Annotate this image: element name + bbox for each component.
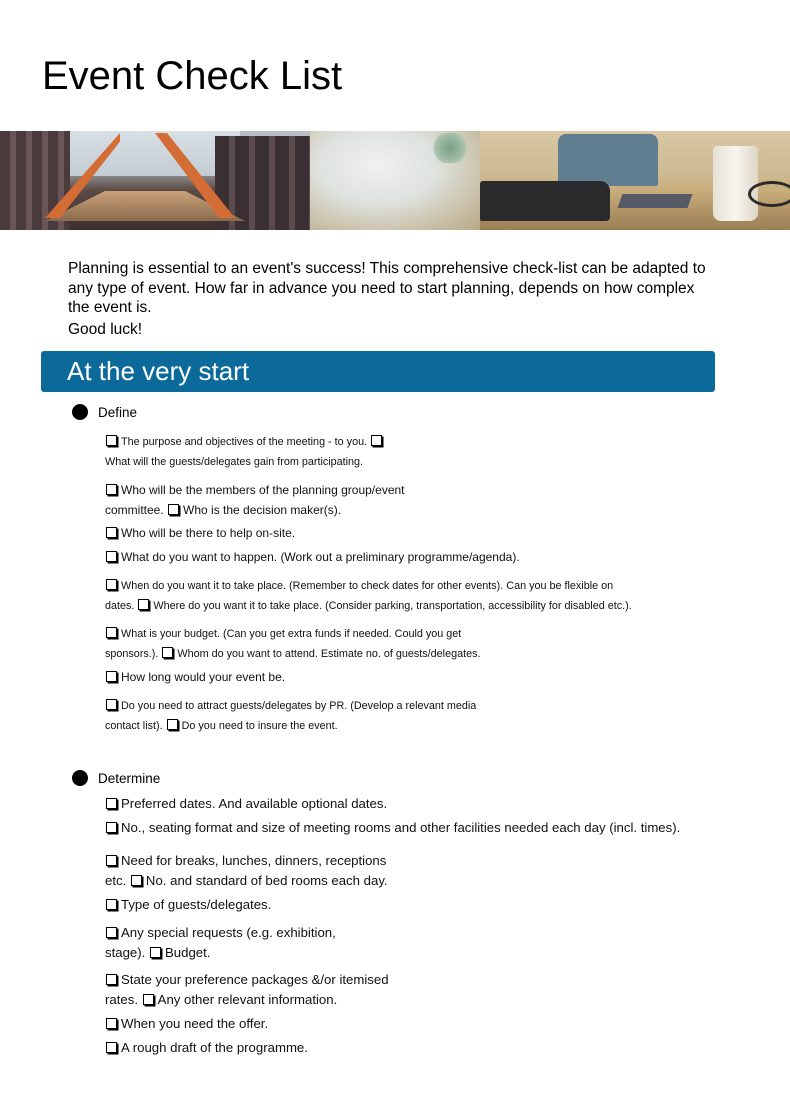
checklist-line [105,716,476,736]
checklist-item [105,1038,308,1058]
checklist-text: Do you need to insure the event. [181,720,338,732]
checklist-line [105,895,271,915]
checklist-item [105,523,295,543]
checklist-line [105,547,520,567]
checklist-text: When you need the offer. [121,1016,269,1031]
checklist-line [105,943,336,963]
checkbox-icon[interactable] [106,699,117,710]
checklist-item [105,818,680,838]
checklist-text: How long would your event be. [121,670,286,684]
checkbox-icon[interactable] [106,1042,117,1053]
checklist-line [105,923,336,943]
checklist-line [105,523,295,543]
checklist-line [105,1014,268,1034]
checklist-item [105,547,520,567]
checklist-line [105,696,476,716]
checklist-text: Who will be there to help on-site. [121,526,296,540]
dining-table-photo [0,131,310,230]
checkbox-icon[interactable] [106,899,117,910]
checklist-text: Any other relevant information. [157,992,338,1007]
group-heading-determine [72,770,160,786]
checklist-text: dates. [105,600,138,612]
checklist-text: A rough draft of the programme. [121,1040,308,1055]
checklist-text: Do you need to attract guests/delegates by PR. (Develop a relevant media [121,700,477,712]
checklist-text: Where do you want it to take place. (Consider parking, transportation, accessibility for disabled etc.). [153,600,632,612]
checklist-item [105,1014,268,1034]
checklist-line [105,970,389,990]
checkbox-icon[interactable] [106,551,117,562]
checklist-line [105,624,481,644]
checklist-line [105,667,285,687]
intro-closing: Good luck! [68,320,143,338]
checkbox-icon[interactable] [106,627,117,638]
group-label: Determine [98,770,161,786]
checklist-item [105,576,632,616]
checkbox-icon[interactable] [143,994,154,1005]
checklist-line [105,818,680,838]
checkbox-icon[interactable] [106,579,117,590]
checklist-text: stage). [105,945,149,960]
checklist-text: Any special requests (e.g. exhibition, [121,925,336,940]
checkbox-icon[interactable] [167,719,178,730]
intro-paragraph: Planning is essential to an event's success! This comprehensive check-list can be adapted to any type of event. How far in advance you need to start planning, depends on how complex the event is. [68,260,706,316]
bullet-icon [72,770,88,786]
page-title: Event Check List [42,54,343,98]
checklist-line [105,990,389,1010]
checklist-text: State your preference packages &/or itemised [121,972,389,987]
checklist-item [105,923,336,963]
checkbox-icon[interactable] [106,527,117,538]
checklist-item [105,432,386,472]
checkbox-icon[interactable] [106,671,117,682]
group-label: Define [98,404,138,420]
intro-text [68,259,708,339]
checkbox-icon[interactable] [106,435,117,446]
checklist-text: No., seating format and size of meeting rooms and other facilities needed each day (incl. times). [121,820,681,835]
checklist-line [105,480,405,500]
checkbox-icon[interactable] [106,927,117,938]
checkbox-icon[interactable] [138,599,149,610]
checkbox-icon[interactable] [106,974,117,985]
checklist-line [105,432,386,452]
checklist-text: committee. [105,503,168,517]
checkbox-icon[interactable] [371,435,382,446]
checklist-text: rates. [105,992,142,1007]
section-heading-at-the-very-start: At the very start [41,351,715,392]
checkbox-icon[interactable] [106,855,117,866]
checkbox-icon[interactable] [106,822,117,833]
checklist-item [105,480,405,520]
checkbox-icon[interactable] [106,798,117,809]
checklist-line [105,871,388,891]
checkbox-icon[interactable] [162,647,173,658]
checkbox-icon[interactable] [168,504,179,515]
checklist-item [105,895,271,915]
checklist-text: Who will be the members of the planning group/event [121,483,405,497]
checklist-line [105,452,386,472]
checklist-text: Preferred dates. And available optional dates. [121,796,388,811]
header-banner [0,131,790,230]
checklist-item [105,667,285,687]
checklist-text: What is your budget. (Can you get extra funds if needed. Could you get [121,628,462,640]
checklist-text: Budget. [164,945,211,960]
checklist-text: The purpose and objectives of the meeting - to you. [121,436,371,448]
checklist-text: What do you want to happen. (Work out a preliminary programme/agenda). [121,550,520,564]
checklist-text: Type of guests/delegates. [121,897,272,912]
checklist-line [105,794,387,814]
desk-photo [480,131,790,230]
checkbox-icon[interactable] [106,1018,117,1029]
checkbox-icon[interactable] [131,875,142,886]
checklist-item [105,851,388,891]
checklist-text: Need for breaks, lunches, dinners, receptions [121,853,387,868]
checklist-text: etc. [105,873,130,888]
checklist-text: No. and standard of bed rooms each day. [145,873,388,888]
checklist-item [105,970,389,1010]
checklist-item [105,696,476,736]
checkbox-icon[interactable] [150,947,161,958]
checklist-text: sponsors.). [105,648,162,660]
checklist-text: Who is the decision maker(s). [183,503,342,517]
checklist-line [105,851,388,871]
checklist-text: Whom do you want to attend. Estimate no. of guests/delegates. [177,648,481,660]
checklist-text: What will the guests/delegates gain from participating. [105,456,364,468]
checklist-line [105,644,481,664]
checklist-line [105,500,405,520]
checklist-line [105,1038,308,1058]
checklist-item [105,794,387,814]
checklist-line [105,576,632,596]
group-heading-define [72,404,137,420]
checkbox-icon[interactable] [106,484,117,495]
checklist-text: When do you want it to take place. (Remember to check dates for other events). Can you be flexible on [121,580,614,592]
food-closeup-photo [310,131,480,230]
checklist-line [105,596,632,616]
checklist-item [105,624,481,664]
bullet-icon [72,404,88,420]
checklist-text: contact list). [105,720,166,732]
